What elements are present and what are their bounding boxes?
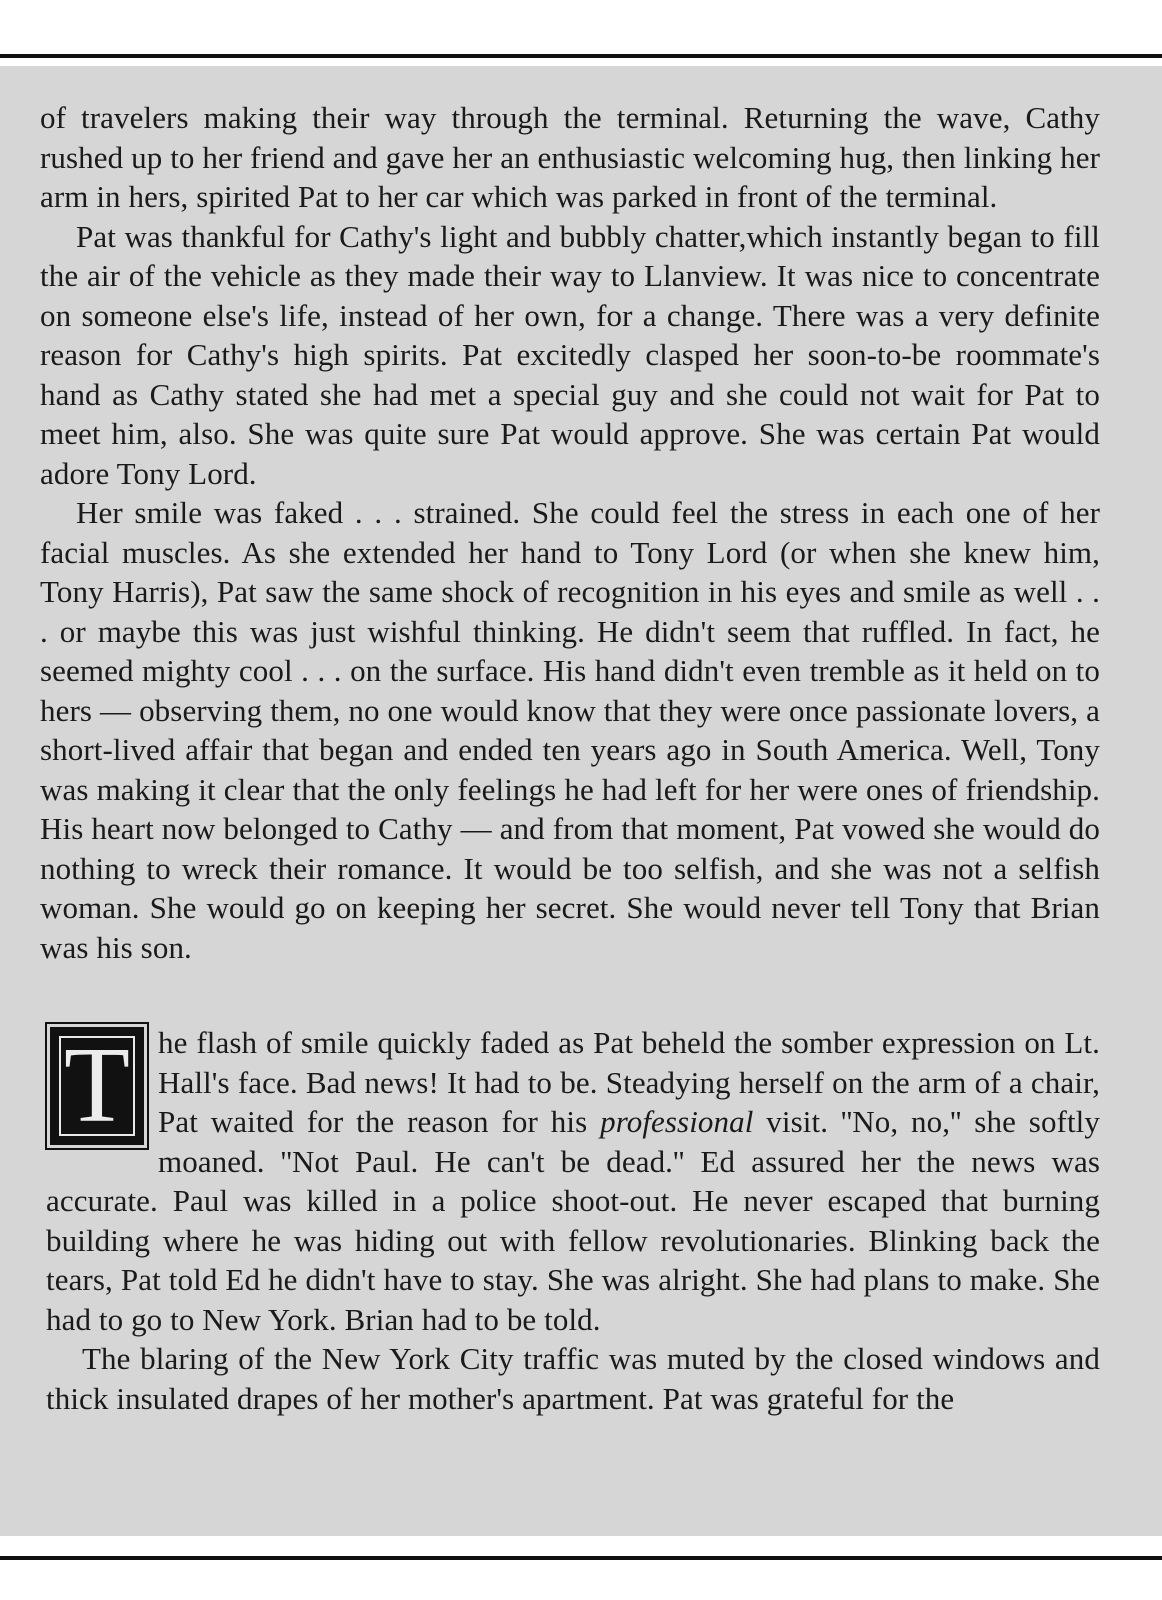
paragraph-5: The blaring of the New York City traffic was muted by the closed windows and thick insulated drapes of her mother's apartment. Pat was grateful for the bbox=[46, 1341, 1100, 1416]
paragraph-4 bbox=[46, 1023, 1100, 1339]
story-section-1 bbox=[40, 98, 1100, 967]
top-rule bbox=[0, 54, 1162, 58]
text-panel bbox=[0, 66, 1162, 1536]
paragraph-4-emphasis: professional bbox=[600, 1104, 754, 1139]
story-section-2 bbox=[40, 1023, 1100, 1418]
paragraph-4-text-b: visit. ''No, no,'' she softly moaned. ''Not Paul. He can't be dead.'' Ed assured her the news was accurate. Paul was killed in a police shoot-out. He never escaped that burning building where he was hiding out with fellow revolutionaries. Blinking back the tears, Pat told Ed he didn't have to stay. She was alright. She had plans to make. She had to go to New York. Brian had to be told. bbox=[46, 1104, 1100, 1337]
bottom-rule bbox=[0, 1556, 1162, 1560]
paragraph-4-text-a: he flash of smile quickly faded as Pat beheld the somber expression on Lt. Hall's face. Bad news! It had to be. Steadying herself on the arm of a chair, Pat waited for the reason for his bbox=[158, 1025, 1100, 1139]
drop-cap-letter: T bbox=[59, 1036, 135, 1136]
paragraph-3: Her smile was faked . . . strained. She could feel the stress in each one of her facial muscles. As she extended her hand to Tony Lord (or when she knew him, Tony Harris), Pat saw the same shock of recognition in his eyes and smile as well . . . or maybe this was just wishful thinking. He didn't seem that ruffled. In fact, he seemed mighty cool . . . on the surface. His hand didn't even tremble as it held on to hers — observing them, no one would know that they were once passionate lovers, a short-lived affair that began and ended ten years ago in South America. Well, Tony was making it clear that the only feelings he had left for her were ones of friendship. His heart now belonged to Cathy — and from that moment, Pat vowed she would do nothing to wreck their romance. It would be too selfish, and she was not a selfish woman. She would go on keeping her secret. She would never tell Tony that Brian was his son. bbox=[40, 495, 1100, 965]
paragraph-2: Pat was thankful for Cathy's light and bubbly chatter,which instantly began to fill the air of the vehicle as they made their way to Llanview. It was nice to concentrate on someone else's life, instead of her own, for a change. There was a very definite reason for Cathy's high spirits. Pat excitedly clasped her soon-to-be roommate's hand as Cathy stated she had met a special guy and she could not wait for Pat to meet him, also. She was quite sure Pat would approve. She was certain Pat would adore Tony Lord. bbox=[40, 218, 1100, 491]
drop-cap bbox=[50, 1027, 144, 1145]
paragraph-1: of travelers making their way through the terminal. Returning the wave, Cathy rushed up to her friend and gave her an enthusiastic welcoming hug, then linking her arm in hers, spirited Pat to her car which was parked in front of the terminal. bbox=[40, 100, 1100, 214]
